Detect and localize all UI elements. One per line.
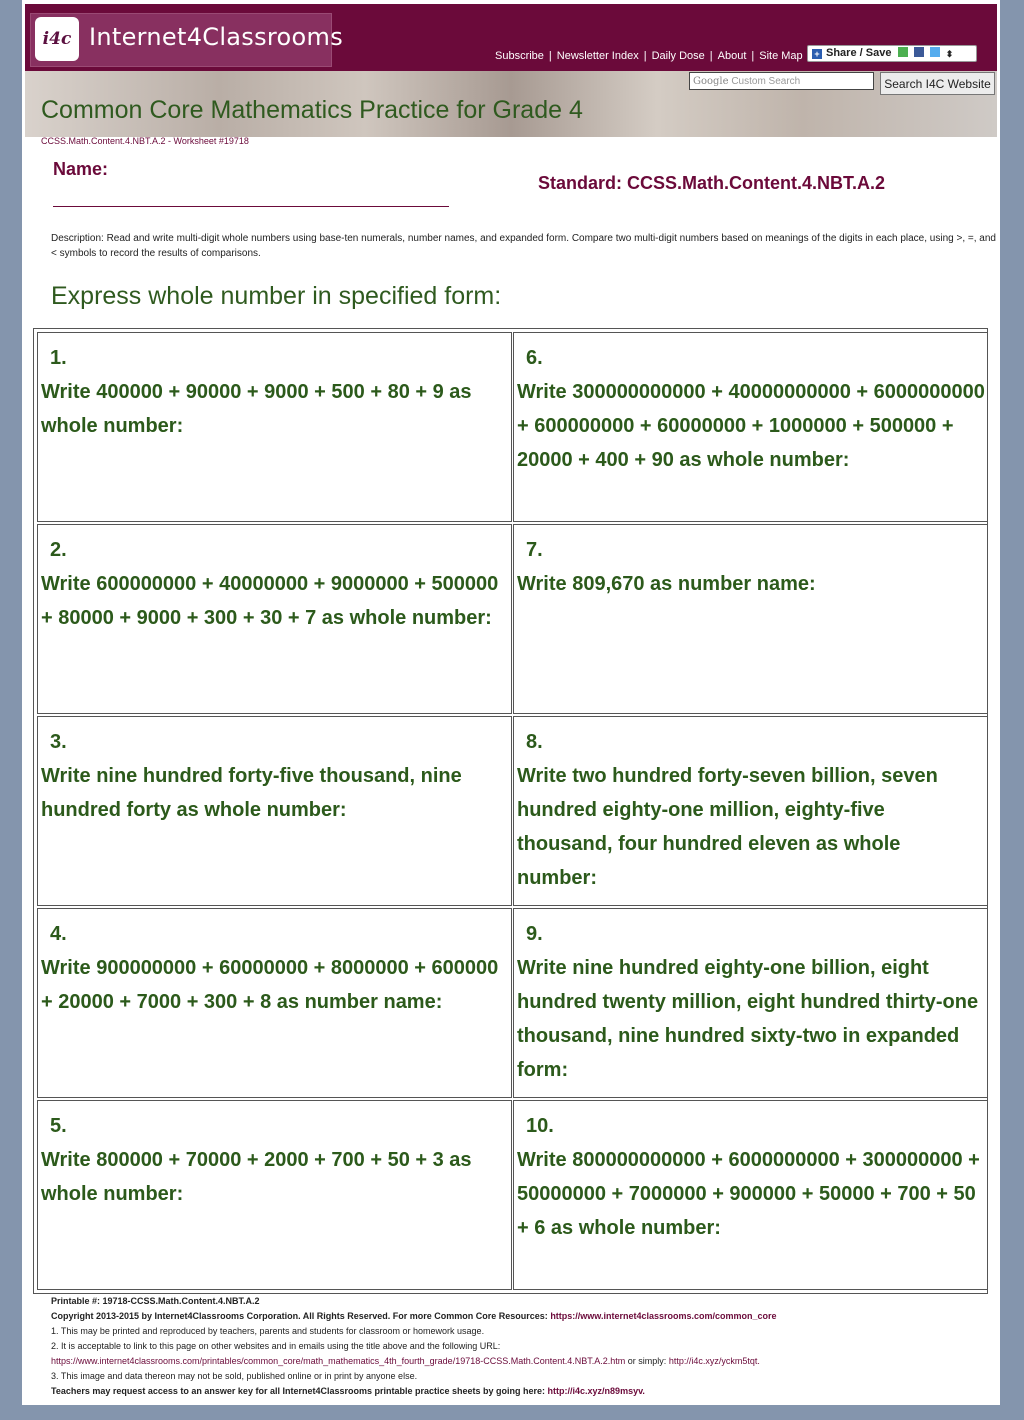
question-cell xyxy=(513,716,988,906)
email-share-icon xyxy=(898,47,908,57)
share-save-label: Share / Save xyxy=(826,47,892,59)
copyright-text: Copyright 2013-2015 by Internet4Classrooms Corporation. All Rights Reserved. For more Common Core Resources: xyxy=(51,1311,548,1321)
logo-text: Internet4Classrooms xyxy=(89,23,343,51)
question-number: 9. xyxy=(526,923,543,945)
nav-link-subscribe[interactable]: Subscribe xyxy=(495,50,544,62)
usage-note-1: 1. This may be printed and reproduced by teachers, parents and students for classroom or homework usage. xyxy=(51,1326,485,1336)
question-cell xyxy=(513,332,988,522)
share-save-button[interactable] xyxy=(807,45,977,62)
question-text: Write two hundred forty-seven billion, seven hundred eighty-one million, eighty-five thousand, four hundred eleven as whole number: xyxy=(517,765,938,889)
printable-number: Printable #: 19718-CCSS.Math.Content.4.NBT.A.2 xyxy=(51,1296,260,1306)
usage-note-2-urls xyxy=(51,1354,996,1369)
name-line xyxy=(53,206,449,207)
usage-note-3: 3. This image and data thereon may not be sold, published online or in print by anyone else. xyxy=(51,1371,418,1381)
nav-separator: | xyxy=(643,50,647,62)
question-text: Write 809,670 as number name: xyxy=(517,573,816,595)
question-cell xyxy=(37,908,512,1098)
nav-separator: | xyxy=(751,50,755,62)
question-cell xyxy=(37,1100,512,1290)
logo-badge: i4c xyxy=(35,17,79,61)
description: Description: Read and write multi-digit whole numbers using base-ten numerals, number names, and expanded form. Compare two multi-digit numbers based on meanings of the digits in each place, using >, =, and < symbols to record the results of comparisons. xyxy=(51,233,996,259)
search-button[interactable]: Search I4C Website xyxy=(880,72,995,95)
url-or-text: or simply: xyxy=(627,1356,667,1366)
nav-separator: | xyxy=(709,50,713,62)
short-url-link[interactable]: http://i4c.xyz/yckm5tqt. xyxy=(668,1356,760,1366)
nav-link-site-map[interactable]: Site Map xyxy=(759,50,803,62)
worksheet-id: CCSS.Math.Content.4.NBT.A.2 - Worksheet #19718 xyxy=(41,136,249,146)
question-text: Write 600000000 + 40000000 + 9000000 + 500000 + 80000 + 9000 + 300 + 30 + 7 as whole number: xyxy=(41,573,499,629)
question-text: Write 800000 + 70000 + 2000 + 700 + 50 + 3 as whole number: xyxy=(41,1149,472,1205)
footer xyxy=(51,1294,996,1399)
section-heading: Express whole number in specified form: xyxy=(51,282,502,310)
question-cell xyxy=(37,716,512,906)
twitter-icon xyxy=(930,47,940,57)
page xyxy=(22,0,1000,1405)
worksheet-url-link[interactable]: https://www.internet4classrooms.com/printables/common_core/math_mathematics_4th_fourth_grade/19718-CCSS.Math.Content.4.NBT.A.2.htm xyxy=(51,1356,626,1366)
question-number: 3. xyxy=(50,731,67,753)
page-title: Common Core Mathematics Practice for Grade 4 xyxy=(41,96,583,124)
question-number: 1. xyxy=(50,347,67,369)
answer-key-line xyxy=(51,1384,996,1399)
question-cell xyxy=(513,908,988,1098)
facebook-icon xyxy=(914,47,924,57)
common-core-link[interactable]: https://www.internet4classrooms.com/common_core xyxy=(550,1311,777,1321)
custom-search-input[interactable] xyxy=(689,72,874,90)
question-number: 10. xyxy=(526,1115,554,1137)
name-label: Name: xyxy=(53,159,109,179)
question-text: Write 800000000000 + 6000000000 + 300000000 + 50000000 + 7000000 + 900000 + 50000 + 700 + 50 + 6 as whole number: xyxy=(517,1149,980,1239)
site-header xyxy=(25,4,997,137)
question-text: Write 300000000000 + 40000000000 + 6000000000 + 600000000 + 60000000 + 1000000 + 500000 + 20000 + 400 + 90 as whole number: xyxy=(517,381,985,471)
question-number: 6. xyxy=(526,347,543,369)
top-nav xyxy=(495,50,803,62)
nav-separator: | xyxy=(548,50,552,62)
question-number: 4. xyxy=(50,923,67,945)
question-cell xyxy=(513,1100,988,1290)
question-cell xyxy=(37,524,512,714)
share-plus-icon: + xyxy=(812,49,822,59)
nav-link-about[interactable]: About xyxy=(717,50,747,62)
share-dropdown-icon: ⬍ xyxy=(945,49,954,59)
nav-link-daily-dose[interactable]: Daily Dose xyxy=(651,50,705,62)
standard-label: Standard: CCSS.Math.Content.4.NBT.A.2 xyxy=(538,173,886,193)
copyright-line xyxy=(51,1309,996,1324)
question-text: Write nine hundred eighty-one billion, eight hundred twenty million, eight hundred thirty-one thousand, nine hundred sixty-two in expanded form: xyxy=(517,957,979,1081)
google-brand-text: Google xyxy=(693,76,729,87)
question-text: Write 400000 + 90000 + 9000 + 500 + 80 + 9 as whole number: xyxy=(41,381,472,437)
question-number: 5. xyxy=(50,1115,67,1137)
usage-note-2: 2. It is acceptable to link to this page on other websites and in emails using the title above and the following URL: xyxy=(51,1341,501,1351)
question-cell xyxy=(37,332,512,522)
question-text: Write 900000000 + 60000000 + 8000000 + 600000 + 20000 + 7000 + 300 + 8 as number name: xyxy=(41,957,499,1013)
search-placeholder: Custom Search xyxy=(731,76,801,87)
question-cell xyxy=(513,524,988,714)
questions-table xyxy=(33,328,988,1294)
question-number: 2. xyxy=(50,539,67,561)
question-number: 8. xyxy=(526,731,543,753)
question-text: Write nine hundred forty-five thousand, nine hundred forty as whole number: xyxy=(41,765,462,821)
answer-key-link[interactable]: http://i4c.xyz/n89msyv. xyxy=(547,1386,645,1396)
answer-key-text: Teachers may request access to an answer key for all Internet4Classrooms printable practice sheets by going here: xyxy=(51,1386,546,1396)
question-number: 7. xyxy=(526,539,543,561)
site-logo[interactable] xyxy=(30,13,343,67)
nav-link-newsletter-index[interactable]: Newsletter Index xyxy=(556,50,639,62)
